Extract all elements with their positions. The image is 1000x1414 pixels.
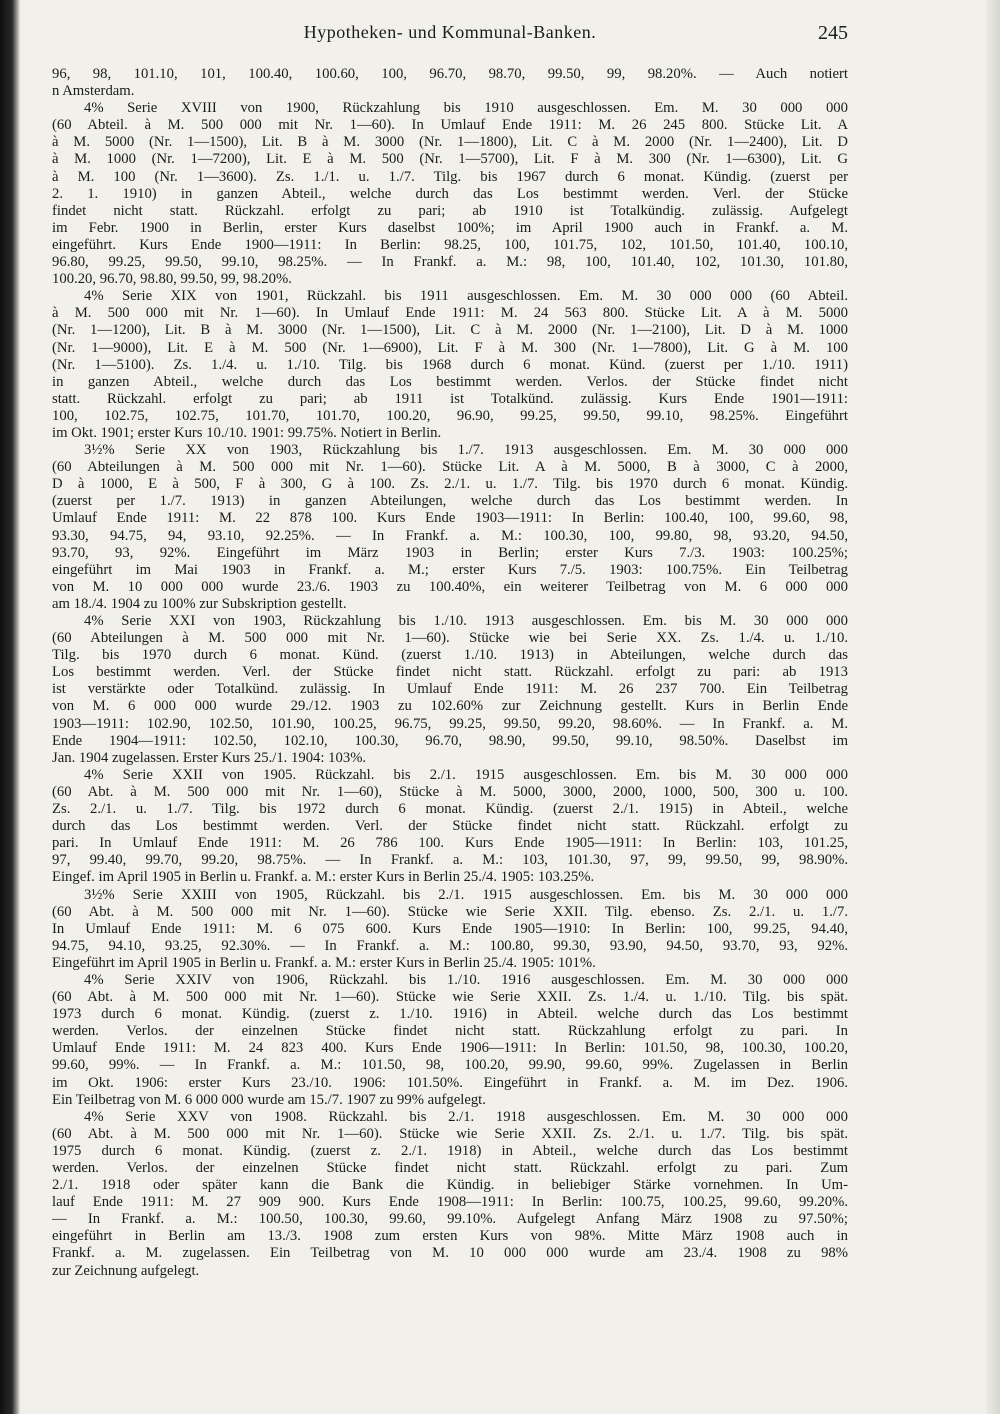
text-line: (Nr. 1—9000), Lit. E à M. 500 (Nr. 1—6900), Lit. F à M. 300 (Nr. 1—7800), Lit. G à M. 100 (52, 339, 848, 356)
text-line: à M. 1000 (Nr. 1—7200), Lit. E à M. 500 (Nr. 1—5700), Lit. F à M. 300 (Nr. 1—6300), Lit. G (52, 151, 848, 168)
text-line: von M. 6 000 000 wurde 29./12. 1903 zu 102.60% zur Zeichnung gestellt. Kurs in Berlin Ende (52, 698, 848, 715)
text-line: (60 Abteil. à M. 500 000 mit Nr. 1—60). In Umlauf Ende 1911: M. 26 245 800. Stücke Lit. A (52, 117, 848, 134)
text-line: im Okt. 1901; erster Kurs 10./10. 1901: 99.75%. Notiert in Berlin. (52, 424, 442, 441)
paragraph-first-line: 3½% Serie XXIII von 1905, Rückzahl. bis 2./1. 1915 ausgeschlossen. Em. bis M. 30 000 000 (84, 886, 848, 903)
text-line: à M. 100 (Nr. 1—3600). Zs. 1./1. u. 1./7. Tilg. bis 1967 durch 6 monat. Kündig. (zuerst per (52, 168, 848, 185)
text-line: in ganzen Abteil., welche durch das Los bestimmt werden. Verlos. der Stücke findet nicht (52, 373, 848, 390)
text-line: 1975 durch 6 monat. Kündig. (zuerst z. 2./1. 1918) in Abteil., welche durch das Los bestimmt (52, 1142, 848, 1159)
text-line: (60 Abteilungen à M. 500 000 mit Nr. 1—60). Stücke wie bei Serie XX. Zs. 1./4. u. 1./10. (52, 630, 848, 647)
running-head: Hypotheken- und Kommunal-Banken. (303, 22, 597, 42)
text-line: findet nicht statt. Rückzahl. erfolgt zu pari; ab 1910 ist Totalkündig. zulässig. Aufgelegt (52, 202, 848, 219)
text-line: werden. Verlos. der einzelnen Stücke findet nicht statt. Rückzahlung erfolgt zu pari. In (52, 1023, 848, 1040)
text-line: lauf Ende 1911: M. 27 909 900. Kurs Ende 1908—1911: In Berlin: 100.75, 100.25, 99.60, 99.20%. (52, 1194, 848, 1211)
text-line: In Umlauf Ende 1911: M. 6 075 600. Kurs Ende 1905—1910: In Berlin: 100, 99.25, 94.40, (52, 920, 848, 937)
text-line: werden. Verlos. der einzelnen Stücke findet nicht statt. Rückzahl. erfolgt zu pari. Zum (52, 1160, 848, 1176)
text-line: (60 Abt. à M. 500 000 mit Nr. 1—60). Stücke wie Serie XXII. Zs. 2./1. u. 1./7. Tilg. bis spät. (52, 1125, 848, 1142)
body-text (52, 66, 848, 1280)
text-line: Tilg. bis 1970 durch 6 monat. Künd. (zuerst 1./10. 1913) in Abteilungen, welche durch das (52, 647, 848, 664)
text-line: (60 Abteilungen à M. 500 000 mit Nr. 1—60). Stücke Lit. A à M. 5000, B à 3000, C à 2000, (52, 459, 848, 476)
text-line: eingeführt im Mai 1903 in Frankf. a. M.; erster Kurs 7./5. 1903: 100.75%. Ein Teilbetrag (52, 561, 848, 578)
text-line: eingeführt. Kurs Ende 1900—1911: In Berlin: 98.25, 100, 101.75, 102, 101.50, 101.40, 100.10, (52, 236, 848, 253)
paragraph-first-line: 4% Serie XXII von 1905. Rückzahl. bis 2./1. 1915 ausgeschlossen. Em. bis M. 30 000 000 (84, 766, 848, 783)
paragraph-first-line: 4% Serie XVIII von 1900, Rückzahlung bis 1910 ausgeschlossen. Em. M. 30 000 000 (84, 100, 848, 117)
text-line: 100, 102.75, 102.75, 101.70, 101.70, 100.20, 96.90, 99.25, 99.50, 99.10, 98.25%. Eingeführt (52, 407, 848, 424)
text-line: 97, 99.40, 99.70, 99.20, 98.75%. — In Frankf. a. M.: 103, 101.30, 97, 99, 99.50, 99, 98.90%. (52, 852, 848, 869)
text-line: eingeführt in Berlin am 13./3. 1908 zum ersten Kurs von 98%. Mitte März 1908 auch in (52, 1228, 848, 1245)
text-line: am 18./4. 1904 zu 100% zur Subskription gestellt. (52, 595, 347, 612)
text-line: Frankf. a. M. zugelassen. Ein Teilbetrag von M. 10 000 000 wurde am 23./4. 1908 zu 98% (52, 1245, 848, 1262)
scan-right-edge (986, 0, 1000, 1414)
text-line: im Okt. 1906: erster Kurs 23./10. 1906: 101.50%. Eingeführt in Frankf. a. M. im Dez. 1906. (52, 1074, 848, 1091)
text-line: Jan. 1904 zugelassen. Erster Kurs 25./1. 1904: 103%. (52, 749, 367, 766)
text-line: pari. In Umlauf Ende 1911: M. 26 786 100. Kurs Ende 1905—1911: In Berlin: 103, 101.25, (52, 835, 848, 852)
text-line: 1903—1911: 102.90, 102.50, 101.90, 100.25, 96.75, 99.25, 99.50, 99.20, 98.60%. — In Frankf. a. M. (52, 715, 848, 732)
text-line: zur Zeichnung aufgelegt. (52, 1262, 200, 1279)
text-line: à M. 5000 (Nr. 1—1500), Lit. B à M. 3000 (Nr. 1—1800), Lit. C à M. 2000 (Nr. 1—2400), Lit. D (52, 134, 848, 151)
text-line: (Nr. 1—5100). Zs. 1./4. u. 1./10. Tilg. bis 1968 durch 6 monat. Künd. (zuerst per 1./10. 1911) (52, 356, 848, 373)
paragraph-first-line: 3½% Serie XX von 1903, Rückzahlung bis 1./7. 1913 ausgeschlossen. Em. M. 30 000 000 (84, 442, 848, 459)
text-line: 93.70, 93, 92%. Eingeführt im März 1903 in Berlin; erster Kurs 7./3. 1903: 100.25%; (52, 544, 848, 561)
text-line: Umlauf Ende 1911: M. 24 823 400. Kurs Ende 1906—1911: In Berlin: 101.50, 98, 100.30, 100.20, (52, 1040, 848, 1057)
text-line: — In Frankf. a. M.: 100.50, 100.30, 99.60, 99.10%. Aufgelegt Anfang März 1908 zu 97.50%; (52, 1211, 848, 1228)
text-line: 2. 1. 1910) in ganzen Abteil., welche durch das Los bestimmt werden. Verl. der Stücke (52, 185, 848, 202)
text-line: 2./1. 1918 oder später kann die Bank die Kündig. in beliebiger Stärke vornehmen. In Um- (52, 1177, 848, 1194)
paragraph-first-line: 4% Serie XXIV von 1906, Rückzahl. bis 1./10. 1916 ausgeschlossen. Em. M. 30 000 000 (84, 971, 848, 988)
text-line: Los bestimmt werden. Verl. der Stücke findet nicht statt. Rückzahl. erfolgt zu pari: ab 1913 (52, 664, 848, 681)
text-line: 96.80, 99.25, 99.50, 99.10, 98.25%. — In Frankf. a. M.: 98, 100, 101.40, 102, 101.30, 101.80, (52, 254, 848, 271)
text-line: (zuerst per 1./7. 1913) in ganzen Abteilungen, welche durch das Los bestimmt werden. In (52, 493, 848, 510)
text-line: von M. 10 000 000 wurde 23./6. 1903 zu 100.40%, ein weiterer Teilbetrag von M. 6 000 000 (52, 578, 848, 595)
text-line: durch das Los bestimmt werden. Verl. der Stücke findet nicht statt. Rückzahl. erfolgt zu (52, 818, 848, 835)
text-line: im Febr. 1900 in Berlin, erster Kurs daselbst 100%; im April 1900 auch in Frankf. a. M. (52, 219, 848, 236)
page-header (52, 22, 848, 50)
text-line: D à 1000, E à 500, F à 300, G à 100. Zs. 2./1. u. 1./7. Tilg. bis 1970 durch 6 monat. Kündig. (52, 476, 848, 493)
paragraph-first-line: 4% Serie XXI von 1903, Rückzahlung bis 1./10. 1913 ausgeschlossen. Em. bis M. 30 000 000 (84, 613, 848, 629)
text-line: Eingeführt im April 1905 in Berlin u. Frankf. a. M.: erster Kurs in Berlin 25./4. 1905: 101%. (52, 954, 596, 971)
text-line: (Nr. 1—1200), Lit. B à M. 3000 (Nr. 1—1500), Lit. C à M. 2000 (Nr. 1—2100), Lit. D à M. 1000 (52, 322, 848, 339)
text-line: Ende 1904—1911: 102.50, 102.10, 100.30, 96.70, 98.90, 99.50, 99.10, 98.50%. Daselbst im (52, 732, 848, 749)
text-line: 94.75, 94.10, 93.25, 92.30%. — In Frankf. a. M.: 100.80, 99.30, 93.90, 94.50, 93.70, 93, 92%. (52, 937, 848, 954)
scan-binding-edge (0, 0, 20, 1414)
text-line: (60 Abt. à M. 500 000 mit Nr. 1—60). Stücke wie Serie XXII. Tilg. ebenso. Zs. 2./1. u. 1./7. (52, 903, 848, 920)
text-line: 96, 98, 101.10, 101, 100.40, 100.60, 100, 96.70, 98.70, 99.50, 99, 98.20%. — Auch notiert (52, 66, 848, 82)
text-line: Umlauf Ende 1911: M. 22 878 100. Kurs Ende 1903—1911: In Berlin: 100.40, 100, 99.60, 98, (52, 510, 848, 527)
page-number: 245 (818, 22, 848, 44)
text-line: Eingef. im April 1905 in Berlin u. Frankf. a. M.: erster Kurs in Berlin 25./4. 1905: 103.25%. (52, 869, 595, 886)
text-line: à M. 500 000 mit Nr. 1—60). In Umlauf Ende 1911: M. 24 563 800. Stücke Lit. A à M. 5000 (52, 305, 848, 322)
text-line: ist verstärkte oder Totalkünd. zulässig. In Umlauf Ende 1911: M. 26 237 700. Ein Teilbetrag (52, 681, 848, 698)
paragraph-first-line: 4% Serie XXV von 1908. Rückzahl. bis 2./1. 1918 ausgeschlossen. Em. M. 30 000 000 (84, 1108, 848, 1125)
text-line: 1973 durch 6 monat. Kündig. (zuerst z. 1./10. 1916) in Abteil. welche durch das Los bestimmt (52, 1006, 848, 1023)
text-line: 100.20, 96.70, 98.80, 99.50, 99, 98.20%. (52, 271, 292, 288)
text-line: (60 Abt. à M. 500 000 mit Nr. 1—60), Stücke à M. 5000, 3000, 2000, 1000, 500, 300 u. 100. (52, 783, 848, 800)
text-line: (60 Abt. à M. 500 000 mit Nr. 1—60). Stücke wie Serie XXII. Zs. 1./4. u. 1./10. Tilg. bis spät. (52, 989, 848, 1006)
text-line: Zs. 2./1. u. 1./7. Tilg. bis 1972 durch 6 monat. Kündig. (zuerst 2./1. 1915) in Abteil., welche (52, 801, 848, 818)
paragraph-first-line: 4% Serie XIX von 1901, Rückzahl. bis 1911 ausgeschlossen. Em. M. 30 000 000 (60 Abteil. (84, 288, 848, 305)
text-line: 93.30, 94.75, 94, 93.10, 92.25%. — In Frankf. a. M.: 100.30, 100, 99.80, 98, 93.20, 94.50, (52, 527, 848, 544)
text-line: Ein Teilbetrag von M. 6 000 000 wurde am 15./7. 1907 zu 99% aufgelegt. (52, 1091, 486, 1108)
text-line: statt. Rückzahl. erfolgt zu pari; ab 1911 ist Totalkünd. zulässig. Kurs Ende 1901—1911: (52, 390, 848, 407)
text-line: 99.60, 99%. — In Frankf. a. M.: 101.50, 98, 100.20, 99.90, 99.60, 99%. Zugelassen in Berlin (52, 1057, 848, 1074)
text-line: n Amsterdam. (52, 83, 135, 100)
